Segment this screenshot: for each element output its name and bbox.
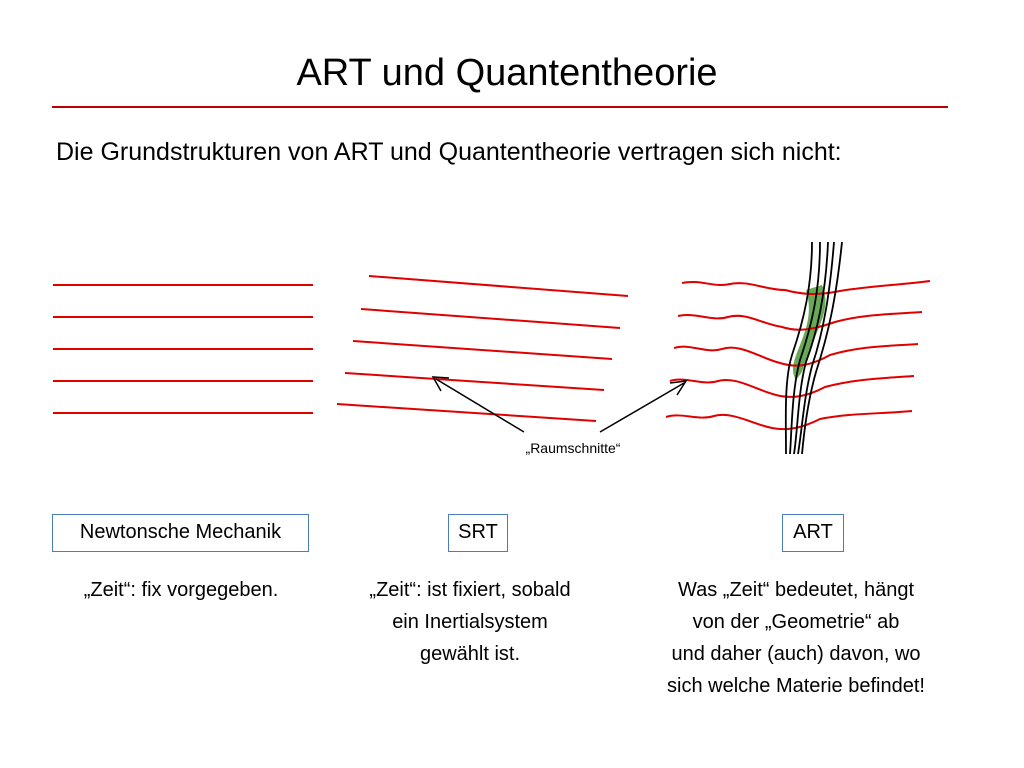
caption-line: sich welche Materie befindet! — [667, 675, 925, 697]
srt-slice — [369, 276, 628, 296]
caption-line: Was „Zeit“ bedeutet, hängt — [677, 579, 915, 601]
srt-slice — [345, 373, 604, 390]
srt-slice — [353, 341, 612, 359]
srt-slice — [361, 309, 620, 328]
srt-slices — [337, 276, 628, 421]
newton-slices — [53, 285, 313, 413]
caption-line: und daher (auch) davon, wo — [671, 643, 921, 665]
intro-text: Die Grundstrukturen von ART und Quantentheorie vertragen sich nicht: — [56, 138, 842, 166]
slide-title: ART und Quantentheorie — [296, 52, 718, 94]
label-newton: Newtonsche Mechanik — [52, 514, 309, 552]
raumschnitte-label: „Raumschnitte“ — [525, 440, 621, 456]
caption-line: „Zeit“: fix vorgegeben. — [83, 579, 279, 601]
raumschnitte-arrows — [433, 377, 686, 432]
caption-line: ein Inertialsystem — [392, 611, 548, 633]
label-srt: SRT — [448, 514, 508, 552]
caption-line: gewählt ist. — [419, 643, 521, 665]
caption-line: „Zeit“: ist fixiert, sobald — [369, 579, 571, 601]
caption-srt — [330, 574, 610, 670]
arrow-to-srt — [436, 379, 524, 432]
arrow-to-art — [600, 383, 684, 432]
caption-line: von der „Geometrie“ ab — [692, 611, 900, 633]
label-art: ART — [782, 514, 844, 552]
art-slice — [682, 281, 930, 294]
srt-slice — [337, 404, 596, 421]
caption-newton — [40, 574, 322, 606]
caption-art — [630, 574, 962, 702]
art-slice — [666, 411, 912, 429]
art-slice — [670, 376, 914, 397]
